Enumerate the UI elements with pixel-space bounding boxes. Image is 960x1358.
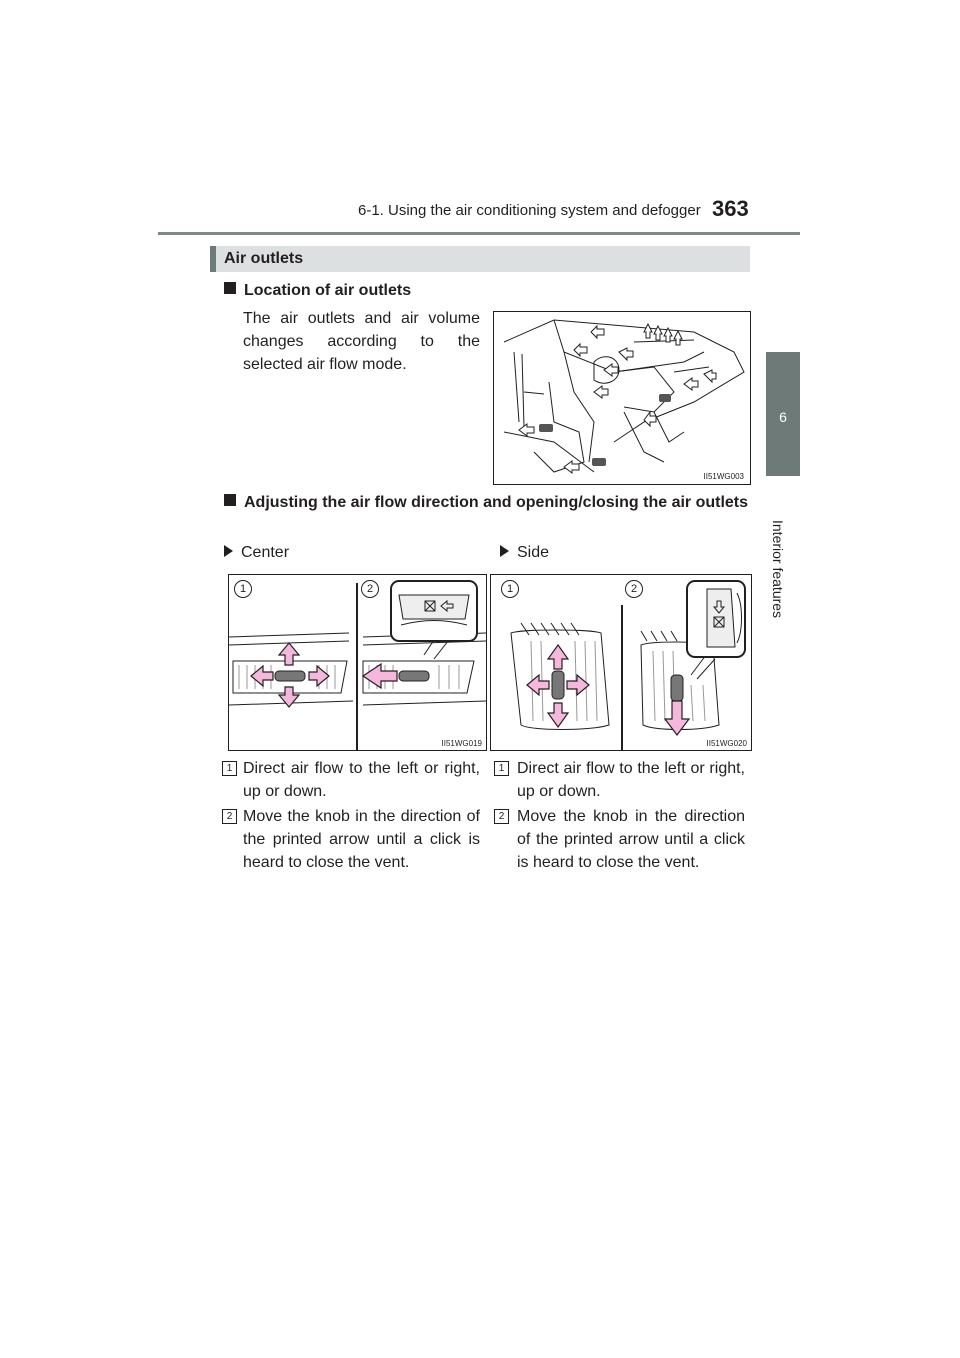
adjusting-heading: Adjusting the air flow direction and opening/closing the air outlets (224, 491, 750, 515)
callout-1: 1 (501, 580, 519, 598)
interior-figure (493, 311, 751, 485)
section-title: Air outlets (224, 250, 304, 267)
side-step-2: Move the knob in the direction of the printed arrow until a click is heard to close the vent. (517, 808, 745, 871)
header-rule (158, 232, 800, 235)
center-vent-illustration (229, 575, 486, 750)
side-vent-illustration (491, 575, 751, 750)
step-number: 1 (222, 761, 237, 776)
chapter-tab-number: 6 (779, 409, 787, 425)
figure-code: II51WG019 (441, 739, 482, 748)
page-number: 363 (712, 196, 749, 221)
callout-1: 1 (234, 580, 252, 598)
car-interior-illustration (494, 312, 750, 484)
center-label: Center (224, 544, 289, 562)
center-step-2: Move the knob in the direction of the printed arrow until a click is heard to close the vent. (243, 808, 480, 871)
side-vent-figure (490, 574, 752, 751)
figure-code: II51WG003 (703, 472, 744, 481)
chapter-label: Interior features (770, 520, 786, 619)
side-step-1: Direct air flow to the left or right, up or down. (517, 760, 745, 800)
center-step-1: Direct air flow to the left or right, up or down. (243, 760, 480, 800)
step-number: 2 (494, 809, 509, 824)
triangle-bullet-icon (224, 545, 233, 557)
center-vent-figure (228, 574, 487, 751)
triangle-bullet-icon (500, 545, 509, 557)
square-bullet-icon (224, 282, 236, 294)
running-header: 6-1. Using the air conditioning system and defogger (358, 202, 701, 219)
location-text: The air outlets and air volume changes according to the selected air flow mode. (243, 310, 480, 373)
callout-2: 2 (361, 580, 379, 598)
step-number: 1 (494, 761, 509, 776)
figure-code: II51WG020 (706, 739, 747, 748)
callout-2: 2 (625, 580, 643, 598)
section-title-accent (210, 246, 216, 272)
step-number: 2 (222, 809, 237, 824)
square-bullet-icon (224, 494, 236, 506)
side-label: Side (500, 544, 549, 562)
location-heading: Location of air outlets (224, 279, 411, 303)
